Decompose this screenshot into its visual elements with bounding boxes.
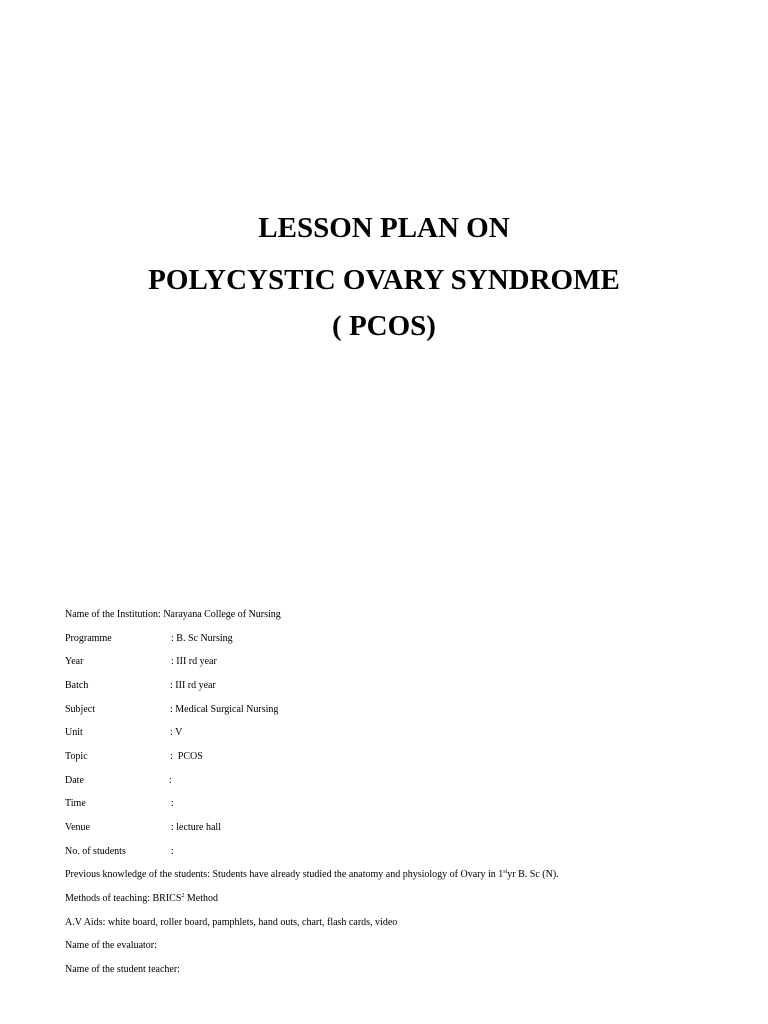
av-aids-value: white board, roller board, pamphlets, hand outs, chart, flash cards, video	[107, 917, 398, 928]
av-aids-label: A.V Aids:	[65, 917, 106, 928]
title-line-1: LESSON PLAN ON	[258, 212, 510, 244]
topic-row	[65, 750, 203, 764]
students-value: :	[171, 846, 174, 857]
previous-knowledge-sup: st	[503, 869, 508, 875]
year-row	[65, 655, 217, 669]
previous-knowledge-row	[65, 868, 559, 882]
previous-knowledge-label: Previous knowledge of the students:	[65, 869, 210, 880]
programme-label: Programme	[65, 633, 112, 644]
title-line-3: ( PCOS)	[332, 310, 436, 342]
year-value: : III rd year	[171, 656, 217, 667]
av-aids-row	[65, 916, 397, 930]
previous-knowledge-text-end: yr B. Sc (N).	[507, 869, 559, 880]
subject-label: Subject	[65, 704, 95, 715]
title-line-2: POLYCYSTIC OVARY SYNDROME	[148, 264, 620, 296]
students-row	[65, 845, 174, 859]
batch-label: Batch	[65, 680, 89, 691]
subject-row	[65, 703, 279, 717]
date-label: Date	[65, 775, 84, 786]
time-label: Time	[65, 798, 86, 809]
topic-value: : PCOS	[170, 751, 203, 762]
unit-label: Unit	[65, 727, 83, 738]
date-value: :	[169, 775, 172, 786]
evaluator-row	[65, 939, 157, 953]
methods-text: BRICS	[152, 893, 182, 904]
previous-knowledge-text: Students have already studied the anatomy and physiology of Ovary in 1	[212, 869, 504, 880]
programme-value: : B. Sc Nursing	[171, 633, 233, 644]
venue-row	[65, 821, 221, 835]
student-teacher-row	[65, 963, 180, 977]
subject-value: : Medical Surgical Nursing	[170, 704, 279, 715]
methods-text-end: Method	[184, 893, 218, 904]
institution-value: Narayana College of Nursing	[163, 609, 281, 620]
batch-value: : III rd year	[170, 680, 216, 691]
topic-label: Topic	[65, 751, 88, 762]
methods-sup: 2	[181, 893, 185, 899]
date-row	[65, 774, 172, 788]
time-row	[65, 797, 174, 811]
institution-row	[65, 608, 281, 622]
unit-row	[65, 726, 183, 740]
year-label: Year	[65, 656, 84, 667]
institution-label: Name of the Institution:	[65, 609, 161, 620]
methods-label: Methods of teaching:	[65, 893, 150, 904]
unit-value: : V	[170, 727, 183, 738]
venue-label: Venue	[65, 822, 90, 833]
programme-row	[65, 632, 233, 646]
methods-row	[65, 892, 218, 906]
student-teacher-label: Name of the student teacher:	[65, 964, 180, 975]
evaluator-label: Name of the evaluator:	[65, 940, 157, 951]
batch-row	[65, 679, 216, 693]
venue-value: : lecture hall	[171, 822, 221, 833]
time-value: :	[171, 798, 174, 809]
students-label: No. of students	[65, 846, 126, 857]
